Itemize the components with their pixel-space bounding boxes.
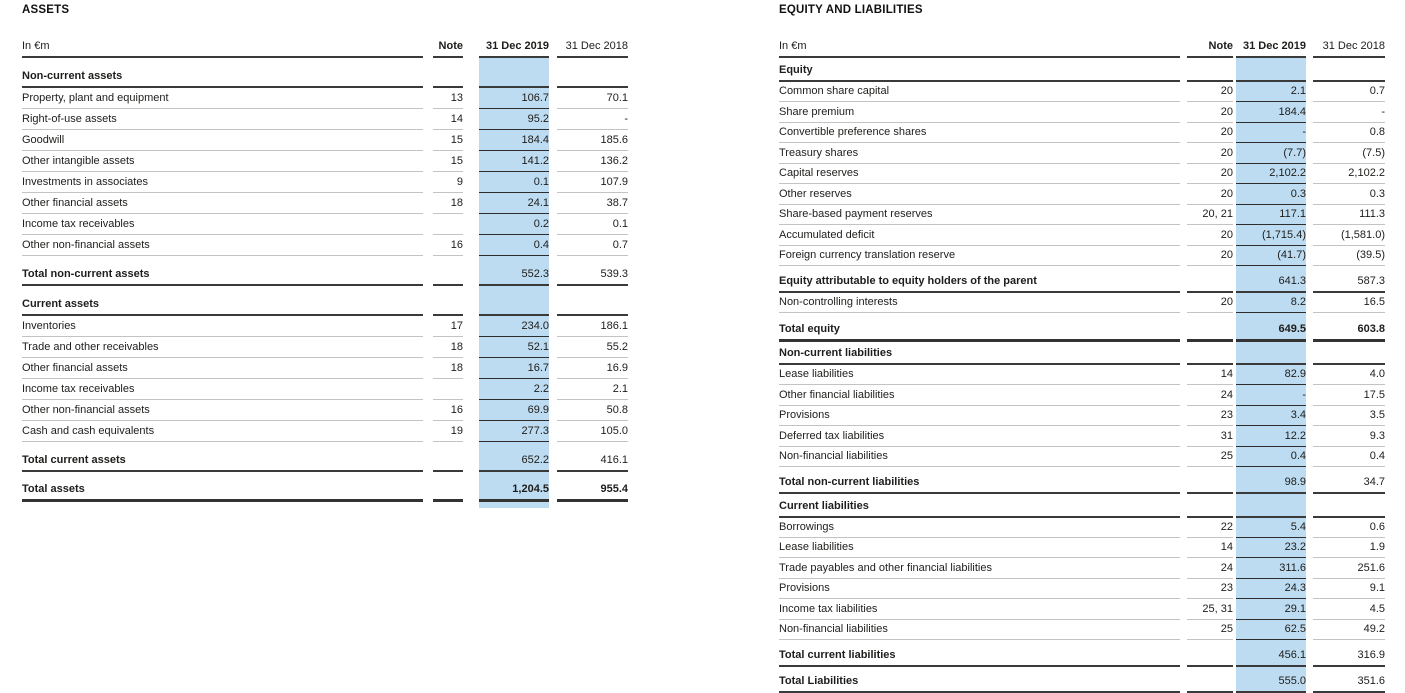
table-row (22, 150, 628, 171)
row-label: Non-current liabilities (779, 340, 1180, 364)
row-note (433, 471, 463, 500)
value-2018: 70.1 (557, 87, 628, 108)
value-2019: 95.2 (479, 108, 549, 129)
value-2018: 539.3 (557, 255, 628, 285)
value-2018: (1,581.0) (1313, 225, 1385, 246)
row-note: 20 (1187, 225, 1233, 246)
table-row (779, 245, 1385, 266)
unit-label: In €m (22, 36, 423, 57)
row-label: Other non-financial assets (22, 234, 423, 255)
row-note (1187, 666, 1233, 692)
row-label: Lease liabilities (779, 537, 1180, 558)
row-note (1187, 312, 1233, 340)
table-row (779, 143, 1385, 164)
column-header-row (779, 36, 1385, 57)
value-2018: 17.5 (1313, 385, 1385, 406)
value-2019: 0.2 (479, 213, 549, 234)
row-note: 25 (1187, 619, 1233, 640)
row-label: Goodwill (22, 129, 423, 150)
value-2019: 62.5 (1236, 619, 1306, 640)
value-2019: 2,102.2 (1236, 163, 1306, 184)
value-2019 (1236, 493, 1306, 517)
value-2018: 111.3 (1313, 204, 1385, 225)
row-note: 24 (1187, 558, 1233, 579)
row-label: Borrowings (779, 517, 1180, 538)
note-column-header: Note (1187, 36, 1233, 57)
row-note: 14 (433, 108, 463, 129)
row-note: 20 (1187, 292, 1233, 313)
value-2018 (1313, 340, 1385, 364)
row-label: Trade and other receivables (22, 336, 423, 357)
value-2018: 603.8 (1313, 312, 1385, 340)
table-row (779, 163, 1385, 184)
row-note: 31 (1187, 426, 1233, 447)
value-2018: - (557, 108, 628, 129)
value-2019: 184.4 (1236, 102, 1306, 123)
row-note: 16 (433, 234, 463, 255)
col-2019-header: 31 Dec 2019 (1236, 36, 1306, 57)
value-2019: - (1236, 385, 1306, 406)
row-note: 20 (1187, 184, 1233, 205)
total-row (22, 255, 628, 285)
assets-panel (22, 0, 629, 508)
col-2018-header: 31 Dec 2018 (557, 36, 628, 57)
value-2018: 34.7 (1313, 467, 1385, 493)
section-row (22, 57, 628, 87)
table-row (779, 517, 1385, 538)
equity-liabilities-panel (779, 0, 1386, 693)
table-row (779, 204, 1385, 225)
value-2018: (39.5) (1313, 245, 1385, 266)
row-note: 20 (1187, 245, 1233, 266)
value-2018: 0.7 (1313, 81, 1385, 102)
value-2018: 107.9 (557, 171, 628, 192)
row-note: 20 (1187, 143, 1233, 164)
row-label: Total non-current liabilities (779, 467, 1180, 493)
value-2019: 52.1 (479, 336, 549, 357)
value-2018: 38.7 (557, 192, 628, 213)
total-row (22, 471, 628, 500)
value-2019: 8.2 (1236, 292, 1306, 313)
value-2018: 49.2 (1313, 619, 1385, 640)
table-row (779, 102, 1385, 123)
value-2019: 311.6 (1236, 558, 1306, 579)
value-2019: 1,204.5 (479, 471, 549, 500)
row-note: 15 (433, 129, 463, 150)
value-2018 (557, 285, 628, 315)
value-2018: 9.3 (1313, 426, 1385, 447)
row-label: Total current liabilities (779, 640, 1180, 666)
total-row (779, 312, 1385, 340)
value-2019: 141.2 (479, 150, 549, 171)
table-row (22, 336, 628, 357)
total-row (779, 467, 1385, 493)
row-note (1187, 493, 1233, 517)
value-2018: 2,102.2 (1313, 163, 1385, 184)
row-note: 18 (433, 336, 463, 357)
total-row (22, 441, 628, 471)
value-2019 (1236, 57, 1306, 81)
row-label: Accumulated deficit (779, 225, 1180, 246)
row-label: Total Liabilities (779, 666, 1180, 692)
table-row (779, 426, 1385, 447)
value-2018: 55.2 (557, 336, 628, 357)
row-note: 25 (1187, 446, 1233, 467)
row-note (433, 378, 463, 399)
value-2018: 16.5 (1313, 292, 1385, 313)
table-row (22, 378, 628, 399)
row-note: 23 (1187, 405, 1233, 426)
value-2018: 0.8 (1313, 122, 1385, 143)
value-2019: 277.3 (479, 420, 549, 441)
value-2019: 0.3 (1236, 184, 1306, 205)
value-2018: 0.4 (1313, 446, 1385, 467)
row-label: Capital reserves (779, 163, 1180, 184)
row-note (433, 255, 463, 285)
table-row (22, 399, 628, 420)
row-label: Other financial liabilities (779, 385, 1180, 406)
row-note: 20 (1187, 122, 1233, 143)
value-2019: 69.9 (479, 399, 549, 420)
row-label: Common share capital (779, 81, 1180, 102)
row-label: Income tax receivables (22, 378, 423, 399)
value-2019: 29.1 (1236, 599, 1306, 620)
table-row (779, 385, 1385, 406)
row-label: Treasury shares (779, 143, 1180, 164)
row-note (1187, 640, 1233, 666)
row-note: 20 (1187, 81, 1233, 102)
table-row (779, 225, 1385, 246)
value-2019: 456.1 (1236, 640, 1306, 666)
value-2019: 5.4 (1236, 517, 1306, 538)
row-label: Foreign currency translation reserve (779, 245, 1180, 266)
value-2019: 234.0 (479, 315, 549, 336)
value-2019 (479, 57, 549, 87)
value-2018: 251.6 (1313, 558, 1385, 579)
table-row (22, 108, 628, 129)
row-label: Equity attributable to equity holders of the parent (779, 266, 1180, 292)
value-2019: 24.1 (479, 192, 549, 213)
value-2018: 3.5 (1313, 405, 1385, 426)
row-label: Lease liabilities (779, 364, 1180, 385)
value-2018: 136.2 (557, 150, 628, 171)
value-2018: 316.9 (1313, 640, 1385, 666)
row-label: Total non-current assets (22, 255, 423, 285)
row-label: Right-of-use assets (22, 108, 423, 129)
row-note: 18 (433, 192, 463, 213)
table-row (22, 171, 628, 192)
col-2018-header: 31 Dec 2018 (1313, 36, 1385, 57)
value-2019: 117.1 (1236, 204, 1306, 225)
table-row (779, 364, 1385, 385)
value-2018: (7.5) (1313, 143, 1385, 164)
table-row (779, 405, 1385, 426)
row-label: Total equity (779, 312, 1180, 340)
row-label: Trade payables and other financial liabilities (779, 558, 1180, 579)
row-note: 17 (433, 315, 463, 336)
row-note: 20 (1187, 102, 1233, 123)
value-2019: 555.0 (1236, 666, 1306, 692)
value-2018: 587.3 (1313, 266, 1385, 292)
row-label: Other non-financial assets (22, 399, 423, 420)
row-note (433, 441, 463, 471)
value-2018: 0.6 (1313, 517, 1385, 538)
value-2018: 416.1 (557, 441, 628, 471)
value-2019 (479, 285, 549, 315)
row-note: 22 (1187, 517, 1233, 538)
row-note: 13 (433, 87, 463, 108)
row-label: Inventories (22, 315, 423, 336)
row-label: Other financial assets (22, 357, 423, 378)
value-2019 (1236, 340, 1306, 364)
table-row (779, 81, 1385, 102)
row-note: 9 (433, 171, 463, 192)
value-2019: 23.2 (1236, 537, 1306, 558)
value-2019: 82.9 (1236, 364, 1306, 385)
row-note: 14 (1187, 364, 1233, 385)
row-note (433, 213, 463, 234)
row-note (433, 57, 463, 87)
table-row (779, 619, 1385, 640)
row-note (1187, 467, 1233, 493)
value-2018: 2.1 (557, 378, 628, 399)
value-2019: 0.4 (1236, 446, 1306, 467)
value-2018 (557, 57, 628, 87)
col-2019-header: 31 Dec 2019 (479, 36, 549, 57)
row-label: Equity (779, 57, 1180, 81)
value-2019: 652.2 (479, 441, 549, 471)
value-2019: 106.7 (479, 87, 549, 108)
row-label: Non-current assets (22, 57, 423, 87)
value-2019: 2.2 (479, 378, 549, 399)
value-2019: 0.4 (479, 234, 549, 255)
value-2018 (1313, 57, 1385, 81)
row-label: Non-financial liabilities (779, 619, 1180, 640)
row-label: Provisions (779, 405, 1180, 426)
row-label: Investments in associates (22, 171, 423, 192)
value-2019: (7.7) (1236, 143, 1306, 164)
value-2019: 552.3 (479, 255, 549, 285)
table-row (22, 129, 628, 150)
table-row (779, 558, 1385, 579)
row-label: Share premium (779, 102, 1180, 123)
table-row (22, 192, 628, 213)
row-label: Deferred tax liabilities (779, 426, 1180, 447)
table-row (22, 234, 628, 255)
equity-liabilities-table (779, 36, 1385, 693)
value-2018: 0.1 (557, 213, 628, 234)
row-label: Total current assets (22, 441, 423, 471)
value-2018: 186.1 (557, 315, 628, 336)
value-2018: - (1313, 102, 1385, 123)
value-2018: 1.9 (1313, 537, 1385, 558)
value-2018: 4.0 (1313, 364, 1385, 385)
row-label: Income tax liabilities (779, 599, 1180, 620)
section-row (779, 340, 1385, 364)
row-note: 19 (433, 420, 463, 441)
value-2019: 24.3 (1236, 578, 1306, 599)
value-2018: 0.7 (557, 234, 628, 255)
column-header-row (22, 36, 628, 57)
table-row (779, 184, 1385, 205)
row-note: 20 (1187, 163, 1233, 184)
section-row (779, 57, 1385, 81)
row-note (1187, 266, 1233, 292)
equity-liabilities-title: EQUITY AND LIABILITIES (779, 4, 923, 16)
table-row (779, 446, 1385, 467)
row-label: Cash and cash equivalents (22, 420, 423, 441)
table-row (779, 122, 1385, 143)
value-2019: 3.4 (1236, 405, 1306, 426)
row-label: Income tax receivables (22, 213, 423, 234)
row-note: 20, 21 (1187, 204, 1233, 225)
row-label: Other intangible assets (22, 150, 423, 171)
section-row (22, 285, 628, 315)
value-2019: 641.3 (1236, 266, 1306, 292)
highlight-column-tail (22, 500, 628, 508)
total-row (779, 266, 1385, 292)
value-2018: 16.9 (557, 357, 628, 378)
value-2019: 0.1 (479, 171, 549, 192)
row-label: Provisions (779, 578, 1180, 599)
value-2018: 4.5 (1313, 599, 1385, 620)
row-note: 18 (433, 357, 463, 378)
row-label: Other financial assets (22, 192, 423, 213)
total-row (779, 666, 1385, 692)
value-2019: 2.1 (1236, 81, 1306, 102)
row-label: Total assets (22, 471, 423, 500)
value-2019: 16.7 (479, 357, 549, 378)
table-row (22, 420, 628, 441)
unit-label: In €m (779, 36, 1180, 57)
value-2018: 0.3 (1313, 184, 1385, 205)
value-2019: 12.2 (1236, 426, 1306, 447)
row-label: Convertible preference shares (779, 122, 1180, 143)
value-2018: 185.6 (557, 129, 628, 150)
row-label: Non-financial liabilities (779, 446, 1180, 467)
row-note: 16 (433, 399, 463, 420)
value-2019: 98.9 (1236, 467, 1306, 493)
value-2018: 9.1 (1313, 578, 1385, 599)
table-row (22, 357, 628, 378)
table-row (779, 599, 1385, 620)
table-row (22, 87, 628, 108)
row-note: 23 (1187, 578, 1233, 599)
table-row (22, 213, 628, 234)
total-row (779, 640, 1385, 666)
note-column-header: Note (433, 36, 463, 57)
table-row (22, 315, 628, 336)
row-note: 14 (1187, 537, 1233, 558)
value-2018: 50.8 (557, 399, 628, 420)
row-note: 25, 31 (1187, 599, 1233, 620)
value-2019: (41.7) (1236, 245, 1306, 266)
table-row (779, 292, 1385, 313)
value-2018: 351.6 (1313, 666, 1385, 692)
value-2018 (1313, 493, 1385, 517)
row-note: 15 (433, 150, 463, 171)
section-row (779, 493, 1385, 517)
row-note (1187, 57, 1233, 81)
value-2019: (1,715.4) (1236, 225, 1306, 246)
table-row (779, 537, 1385, 558)
table-row (779, 578, 1385, 599)
value-2018: 105.0 (557, 420, 628, 441)
row-label: Current liabilities (779, 493, 1180, 517)
row-label: Property, plant and equipment (22, 87, 423, 108)
row-label: Current assets (22, 285, 423, 315)
row-label: Share-based payment reserves (779, 204, 1180, 225)
value-2018: 955.4 (557, 471, 628, 500)
assets-title: ASSETS (22, 4, 70, 16)
value-2019: - (1236, 122, 1306, 143)
row-note (1187, 340, 1233, 364)
value-2019: 649.5 (1236, 312, 1306, 340)
assets-table (22, 36, 628, 508)
row-note: 24 (1187, 385, 1233, 406)
row-note (433, 285, 463, 315)
row-label: Non-controlling interests (779, 292, 1180, 313)
row-label: Other reserves (779, 184, 1180, 205)
value-2019: 184.4 (479, 129, 549, 150)
